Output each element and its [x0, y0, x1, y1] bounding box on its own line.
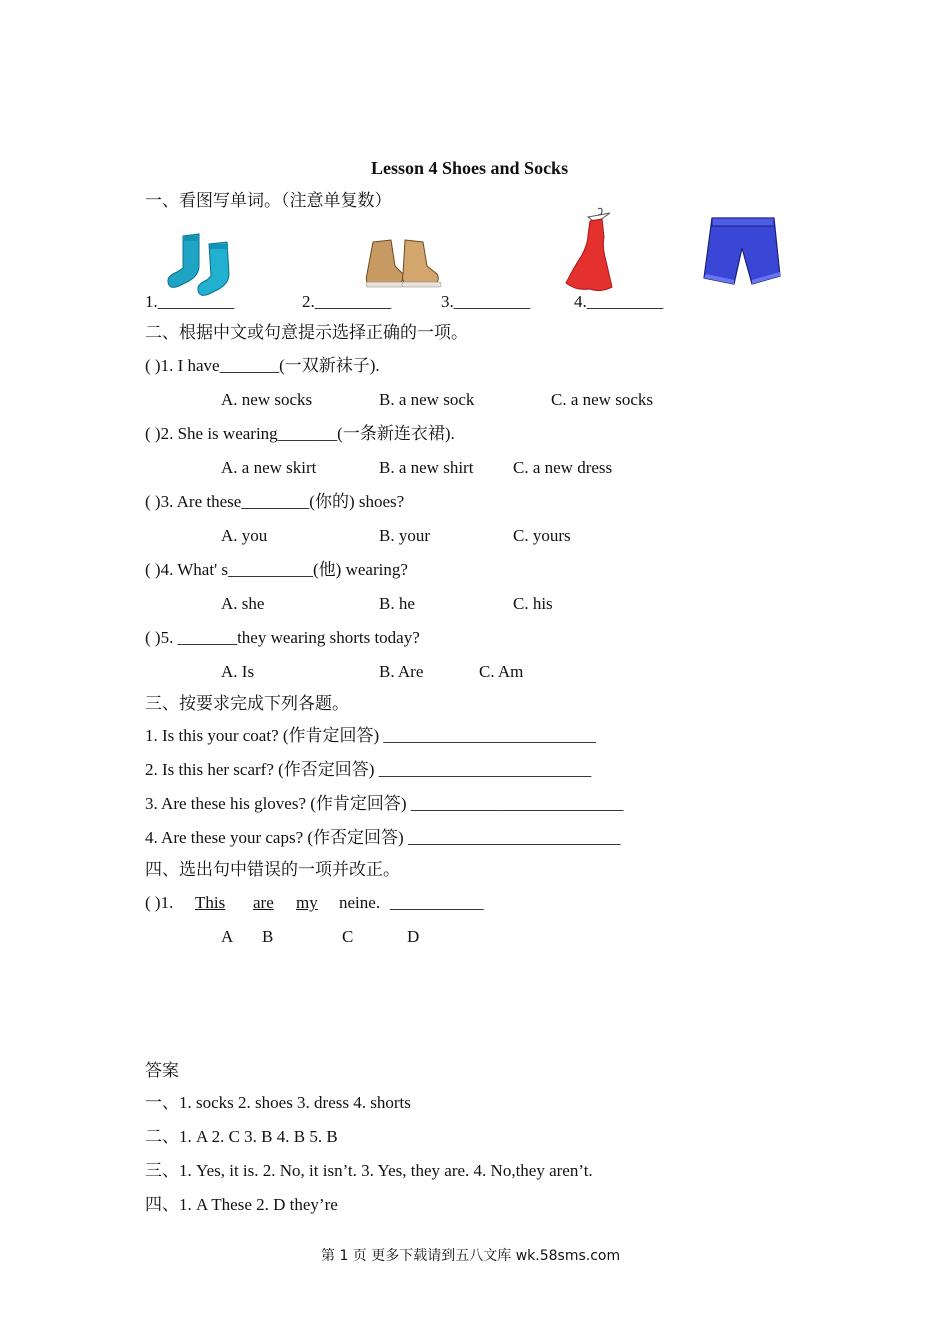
blank-1[interactable]: 1._________ [145, 292, 235, 311]
section1-heading: 一、看图写单词。（注意单复数） [145, 191, 392, 210]
section4-blank[interactable]: ___________ [390, 893, 484, 912]
section4-word-c: my [296, 893, 318, 912]
section4-letter-c: C [342, 927, 354, 946]
section3-item-1[interactable]: 1. Is this your coat? (作肯定回答) _________________________ [145, 726, 596, 745]
dress-icon [562, 207, 620, 293]
blank-4[interactable]: 4._________ [574, 292, 664, 311]
q2-option-a[interactable]: A. a new skirt [221, 458, 317, 477]
q4-option-b[interactable]: B. he [379, 594, 415, 613]
section4-letter-b: B [262, 927, 274, 946]
section2-heading: 二、根据中文或句意提示选择正确的一项。 [145, 323, 468, 342]
section4-heading: 四、选出句中错误的一项并改正。 [145, 860, 400, 879]
section3-item-4[interactable]: 4. Are these your caps? (作否定回答) _________________________ [145, 828, 621, 847]
section3-heading: 三、按要求完成下列各题。 [145, 694, 349, 713]
shoes-icon [363, 236, 443, 292]
q4-option-a[interactable]: A. she [221, 594, 265, 613]
question-2-stem: ( )2. She is wearing_______(一条新连衣裙). [145, 424, 455, 443]
answer-line-3: 三、1. Yes, it is. 2. No, it isn’t. 3. Yes, they are. 4. No,they aren’t. [145, 1161, 593, 1180]
q4-option-c[interactable]: C. his [513, 594, 553, 613]
q2-option-c[interactable]: C. a new dress [513, 458, 613, 477]
section4-word-a: This [195, 893, 226, 912]
q1-option-b[interactable]: B. a new sock [379, 390, 475, 409]
section3-item-3[interactable]: 3. Are these his gloves? (作肯定回答) _________________________ [145, 794, 624, 813]
answer-line-1: 一、1. socks 2. shoes 3. dress 4. shorts [145, 1093, 411, 1112]
question-1-stem: ( )1. I have_______(一双新袜子). [145, 356, 380, 375]
q5-option-c[interactable]: C. Am [479, 662, 524, 681]
section4-letter-d: D [407, 927, 420, 946]
q1-option-c[interactable]: C. a new socks [551, 390, 653, 409]
shorts-icon [702, 216, 782, 288]
answer-line-4: 四、1. A These 2. D they’re [145, 1195, 338, 1214]
answer-line-2: 二、1. A 2. C 3. B 4. B 5. B [145, 1127, 338, 1146]
q3-option-c[interactable]: C. yours [513, 526, 571, 545]
question-3-stem: ( )3. Are these________(你的) shoes? [145, 492, 405, 511]
section4-word-b: are [253, 893, 274, 912]
q5-option-a[interactable]: A. Is [221, 662, 255, 681]
section4-word-d: neine. [339, 893, 381, 912]
q3-option-b[interactable]: B. your [379, 526, 430, 545]
answers-heading: 答案 [145, 1061, 179, 1080]
q3-option-a[interactable]: A. you [221, 526, 268, 545]
blank-3[interactable]: 3._________ [441, 292, 531, 311]
question-5-stem: ( )5. _______they wearing shorts today? [145, 628, 420, 647]
socks-icon [165, 232, 249, 298]
section4-letter-a: A [221, 927, 234, 946]
question-4-stem: ( )4. What' s__________(他) wearing? [145, 560, 408, 579]
page-footer: 第 1 页 更多下载请到五八文库 wk.58sms.com [321, 1248, 621, 1264]
q2-option-b[interactable]: B. a new shirt [379, 458, 474, 477]
q1-option-a[interactable]: A. new socks [221, 390, 313, 409]
section3-item-2[interactable]: 2. Is this her scarf? (作否定回答) _________________________ [145, 760, 592, 779]
blank-2[interactable]: 2._________ [302, 292, 392, 311]
q5-option-b[interactable]: B. Are [379, 662, 424, 681]
section4-prefix: ( )1. [145, 893, 174, 912]
page-title: Lesson 4 Shoes and Socks [371, 158, 569, 178]
